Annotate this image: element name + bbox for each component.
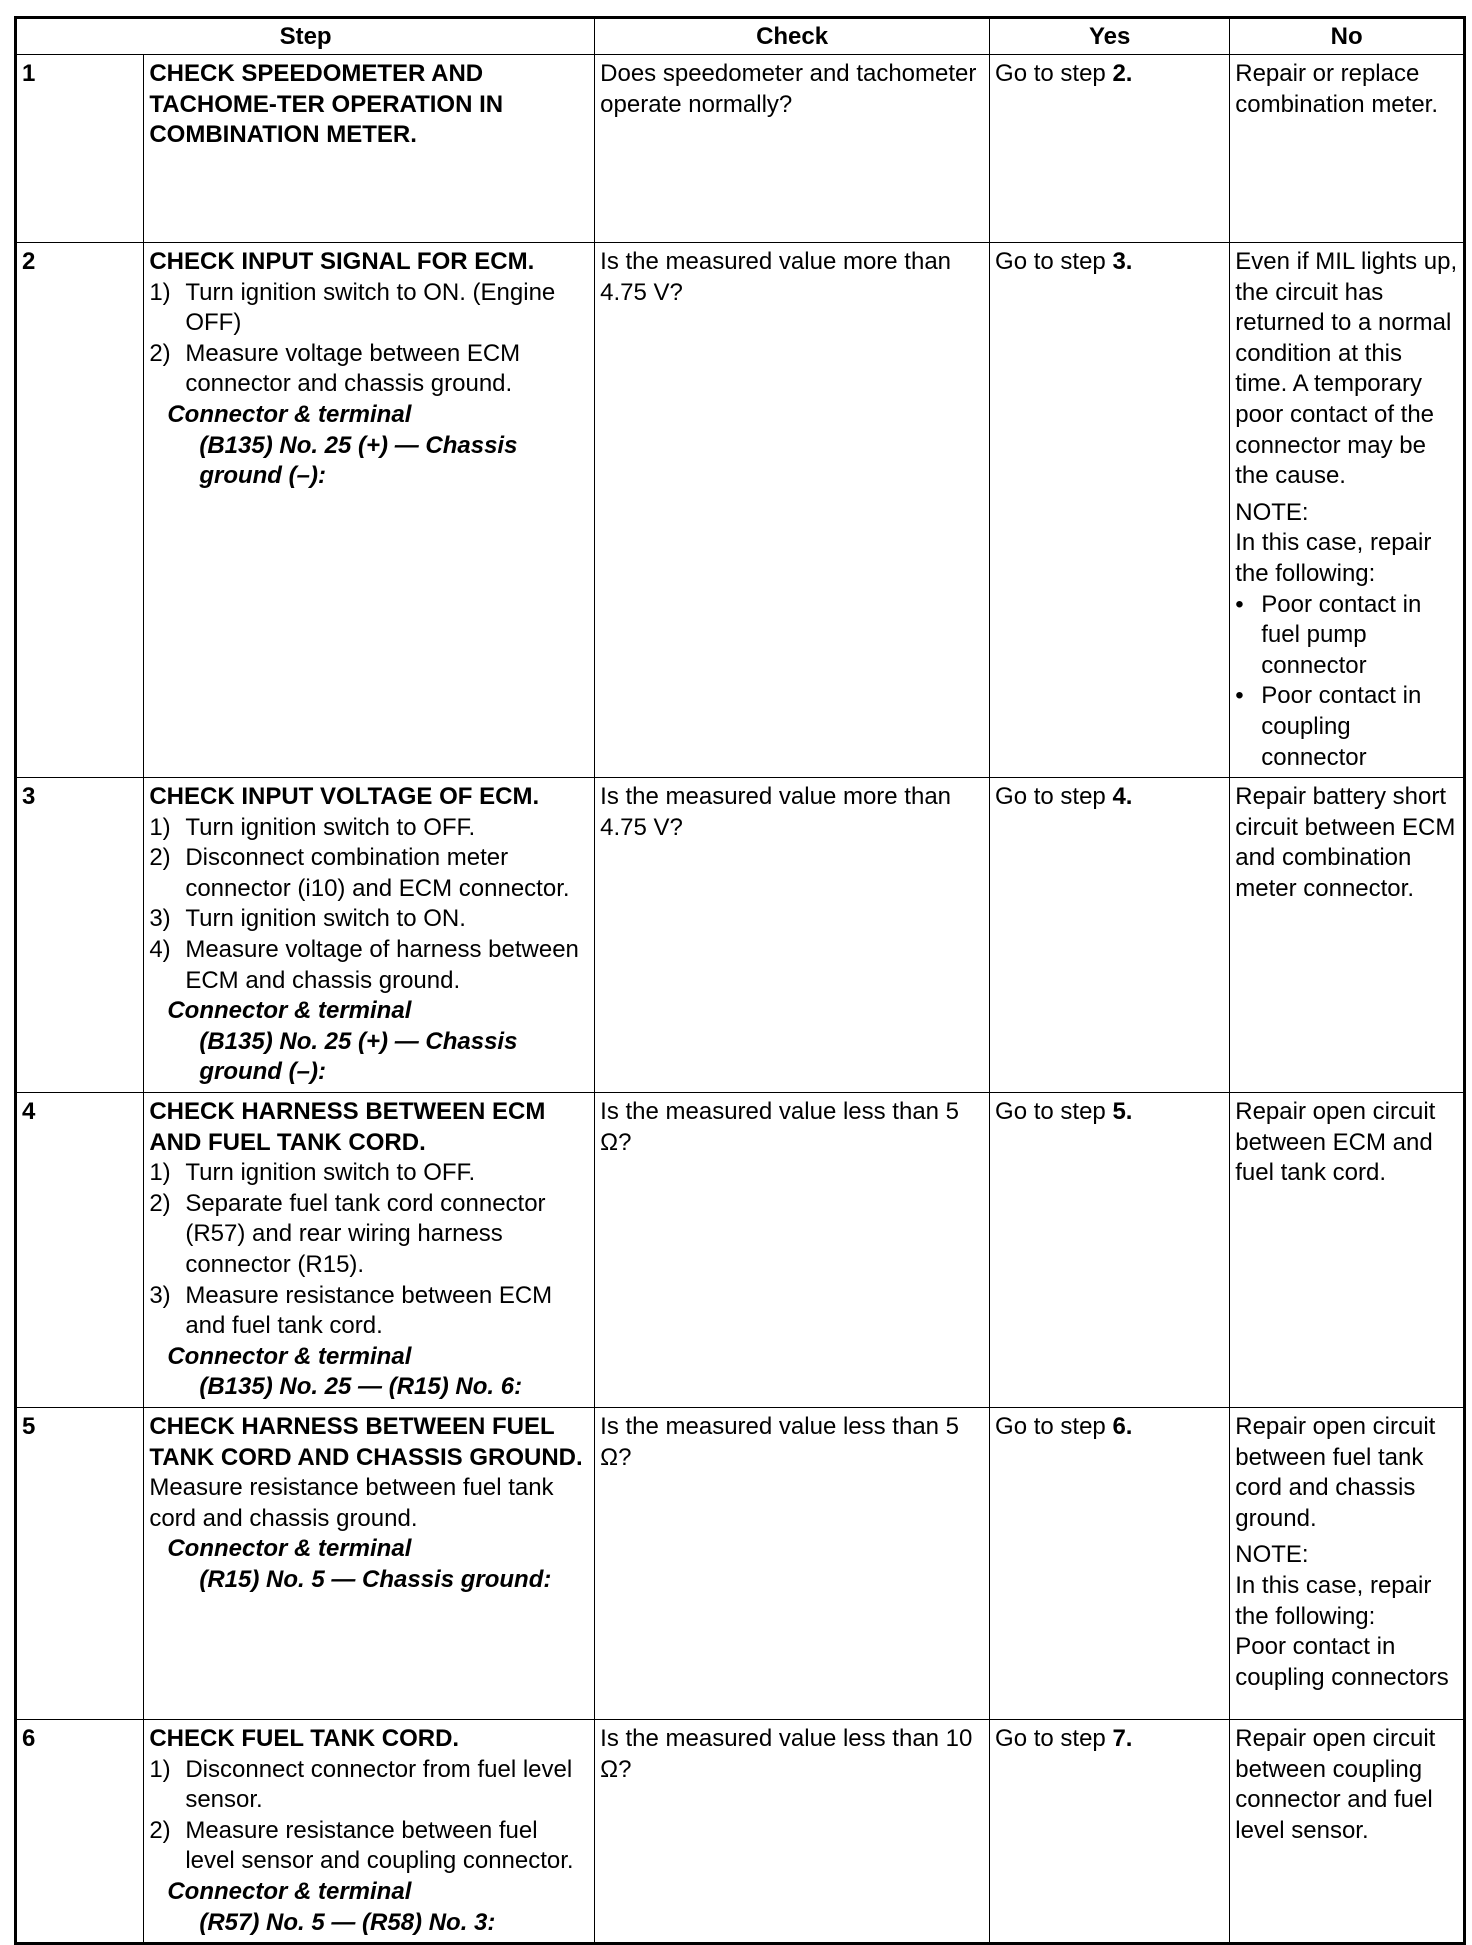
step-cell <box>144 778 595 1093</box>
procedure-item <box>149 843 589 904</box>
header-check: Check <box>595 18 990 55</box>
step-title: CHECK HARNESS BETWEEN FUEL TANK CORD AND CHASSIS GROUND. <box>149 1412 583 1471</box>
connector-label: Connector & terminal <box>167 1342 412 1370</box>
procedure-item <box>149 339 589 400</box>
connector-value: (B135) No. 25 (+) — Chassis ground (–): <box>199 431 518 490</box>
procedure-item <box>149 278 589 339</box>
step-cell <box>144 1407 595 1719</box>
yes-step: 2. <box>1112 60 1133 87</box>
step-number: 2 <box>16 243 144 778</box>
bullet-icon: • <box>1235 590 1244 618</box>
connector-label: Connector & terminal <box>167 1535 412 1563</box>
step-title: CHECK FUEL TANK CORD. <box>149 1724 460 1752</box>
table-row <box>16 778 1465 1093</box>
connector-value: (B135) No. 25 (+) — Chassis ground (–): <box>199 1027 518 1086</box>
yes-cell <box>990 1093 1230 1408</box>
note-text: In this case, repair the following: <box>1235 1571 1432 1630</box>
procedure-number: 2) <box>149 1189 171 1217</box>
yes-cell <box>990 1407 1230 1719</box>
no-text: Repair open circuit between fuel tank cord and chassis ground. <box>1235 1412 1436 1532</box>
header-row <box>16 18 1465 55</box>
yes-step: 5. <box>1112 1098 1133 1126</box>
no-text: Even if MIL lights up, the circuit has returned to a normal condition at this time. A temporary poor contact of the connector may be the cause. <box>1235 248 1458 490</box>
no-cell <box>1230 1407 1465 1719</box>
procedure-text: Turn ignition switch to ON. (Engine OFF) <box>185 278 556 337</box>
diagnostic-table-container <box>14 16 1466 1945</box>
step-number: 5 <box>16 1407 144 1719</box>
step-title: CHECK INPUT VOLTAGE OF ECM. <box>149 783 540 811</box>
procedure-text: Measure resistance between fuel level sensor and coupling connector. <box>185 1816 574 1875</box>
bullet-text: Poor contact in fuel pump connector <box>1261 590 1422 679</box>
step-cell <box>144 243 595 778</box>
procedure-number: 1) <box>149 1755 171 1783</box>
header-no: No <box>1230 18 1465 55</box>
step-cell <box>144 1719 595 1943</box>
note-text: In this case, repair the following: <box>1235 529 1432 587</box>
no-cell: Repair open circuit between coupling connector and fuel level sensor. <box>1230 1719 1465 1943</box>
no-cell: Repair open circuit between ECM and fuel tank cord. <box>1230 1093 1465 1408</box>
step-cell <box>144 1093 595 1408</box>
check-cell: Is the measured value less than 10 Ω? <box>595 1719 990 1943</box>
connector-value: (B135) No. 25 — (R15) No. 6: <box>199 1373 523 1401</box>
yes-step: 3. <box>1112 248 1133 275</box>
connector-value: (R57) No. 5 — (R58) No. 3: <box>199 1908 496 1936</box>
procedure-item <box>149 904 589 935</box>
procedure-item <box>149 935 589 996</box>
procedure-item <box>149 1189 589 1281</box>
procedure-text: Measure voltage of harness between ECM and chassis ground. <box>185 936 579 994</box>
step-title: CHECK HARNESS BETWEEN ECM AND FUEL TANK CORD. <box>149 1098 546 1156</box>
connector-label: Connector & terminal <box>167 997 412 1025</box>
yes-prefix: Go to step <box>995 1724 1113 1752</box>
procedure-number: 4) <box>149 936 171 964</box>
check-cell: Is the measured value more than 4.75 V? <box>595 778 990 1093</box>
procedure-text: Disconnect connector from fuel level sensor. <box>185 1755 573 1814</box>
table-row <box>16 1719 1465 1943</box>
step-number: 4 <box>16 1093 144 1408</box>
procedure-number: 3) <box>149 905 171 933</box>
table-row <box>16 55 1465 243</box>
check-cell: Does speedometer and tachometer operate normally? <box>595 55 990 243</box>
procedure-number: 2) <box>149 844 171 872</box>
yes-prefix: Go to step <box>995 783 1113 811</box>
procedure-text: Separate fuel tank cord connector (R57) and rear wiring harness connector (R15). <box>185 1189 546 1278</box>
diagnostic-table <box>14 16 1466 1945</box>
note-label: NOTE: <box>1235 1541 1309 1569</box>
yes-cell <box>990 55 1230 243</box>
step-title: CHECK INPUT SIGNAL FOR ECM. <box>149 248 535 275</box>
step-title: CHECK SPEEDOMETER AND TACHOME-TER OPERATION IN COMBINATION METER. <box>149 60 504 149</box>
table-row <box>16 1093 1465 1408</box>
procedure-text: Turn ignition switch to OFF. <box>185 1159 476 1187</box>
yes-step: 6. <box>1112 1412 1133 1440</box>
header-step: Step <box>16 18 595 55</box>
procedure-number: 1) <box>149 1159 171 1187</box>
yes-prefix: Go to step <box>995 1098 1113 1126</box>
no-cell <box>1230 243 1465 778</box>
yes-cell <box>990 243 1230 778</box>
no-cell: Repair or replace combination meter. <box>1230 55 1465 243</box>
table-row <box>16 243 1465 778</box>
connector-value: (R15) No. 5 — Chassis ground: <box>199 1565 552 1593</box>
procedure-text: Turn ignition switch to OFF. <box>185 813 476 841</box>
step-cell <box>144 55 595 243</box>
procedure-item <box>149 813 589 844</box>
yes-cell <box>990 1719 1230 1943</box>
yes-step: 4. <box>1112 783 1133 811</box>
procedure-number: 2) <box>149 1816 171 1844</box>
header-yes: Yes <box>990 18 1230 55</box>
yes-cell <box>990 778 1230 1093</box>
check-cell: Is the measured value more than 4.75 V? <box>595 243 990 778</box>
note-label: NOTE: <box>1235 498 1309 526</box>
procedure-number: 2) <box>149 339 171 367</box>
table-row <box>16 1407 1465 1719</box>
procedure-item <box>149 1755 589 1816</box>
note-text: Poor contact in coupling connectors <box>1235 1633 1449 1691</box>
yes-prefix: Go to step <box>995 248 1113 275</box>
note-bullet <box>1235 681 1458 773</box>
yes-prefix: Go to step <box>995 60 1113 87</box>
procedure-item <box>149 1816 589 1877</box>
procedure-number: 1) <box>149 813 171 841</box>
procedure-text: Turn ignition switch to ON. <box>185 905 466 933</box>
procedure-text: Measure resistance between ECM and fuel tank cord. <box>185 1281 553 1340</box>
connector-label: Connector & terminal <box>167 400 412 428</box>
step-number: 6 <box>16 1719 144 1943</box>
procedure-number: 3) <box>149 1281 171 1309</box>
step-number: 3 <box>16 778 144 1093</box>
procedure-text: Measure resistance between fuel tank cord and chassis ground. <box>149 1474 554 1532</box>
no-cell: Repair battery short circuit between ECM and combination meter connector. <box>1230 778 1465 1093</box>
bullet-icon: • <box>1235 682 1244 710</box>
yes-step: 7. <box>1112 1724 1133 1752</box>
procedure-text: Disconnect combination meter connector (i10) and ECM connector. <box>185 844 570 902</box>
yes-prefix: Go to step <box>995 1412 1113 1440</box>
procedure-item <box>149 1281 589 1342</box>
bullet-text: Poor contact in coupling connector <box>1261 682 1422 771</box>
step-number: 1 <box>16 55 144 243</box>
procedure-number: 1) <box>149 278 171 306</box>
procedure-text: Measure voltage between ECM connector and chassis ground. <box>185 339 521 398</box>
check-cell: Is the measured value less than 5 Ω? <box>595 1407 990 1719</box>
note-bullet <box>1235 590 1458 682</box>
connector-label: Connector & terminal <box>167 1877 412 1905</box>
check-cell: Is the measured value less than 5 Ω? <box>595 1093 990 1408</box>
procedure-item <box>149 1158 589 1189</box>
